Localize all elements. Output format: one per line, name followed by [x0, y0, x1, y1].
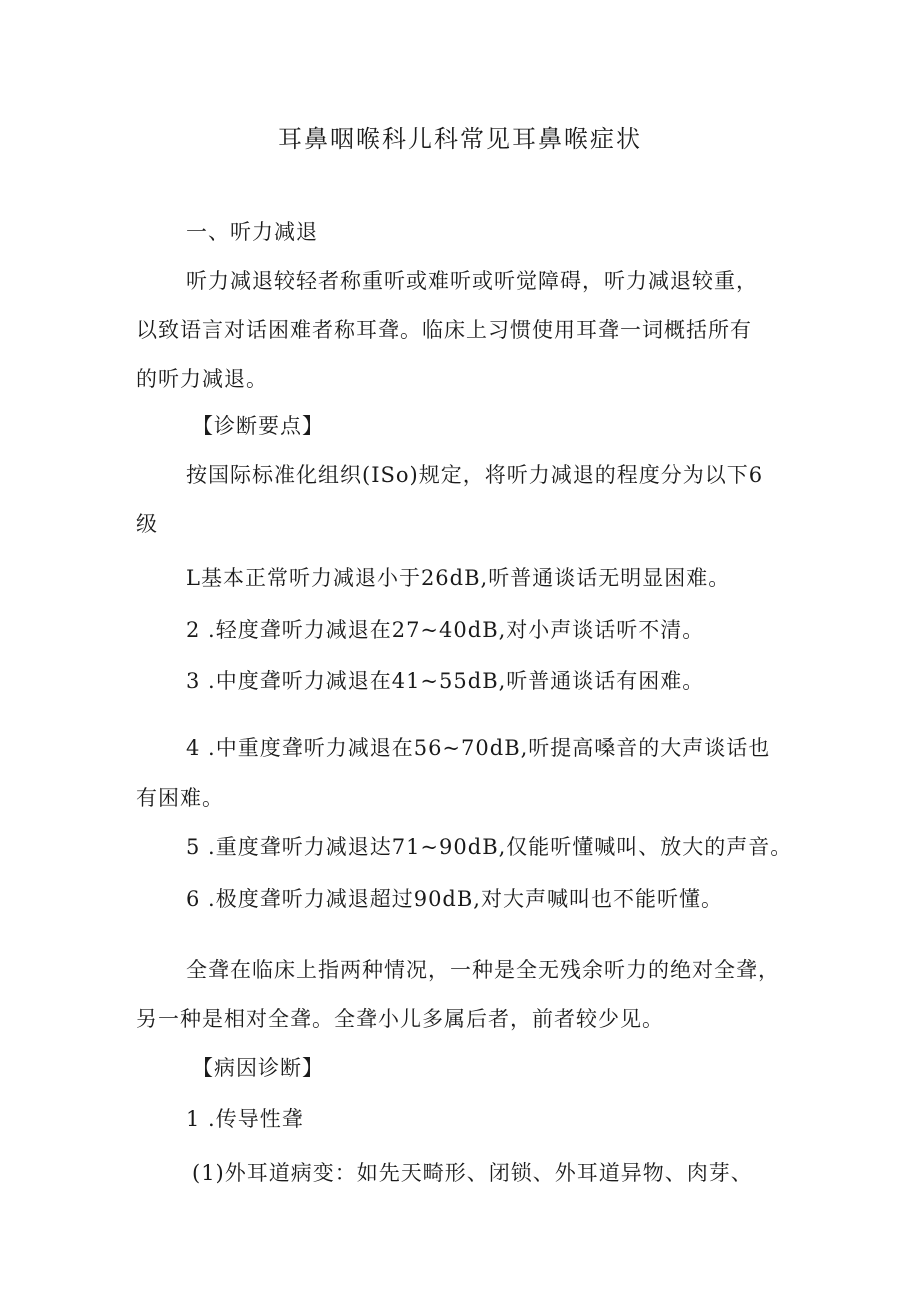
section-heading-hearing-loss: 一、听力减退 [186, 220, 318, 244]
paragraph-line: 按国际标准化组织(ISo)规定，将听力减退的程度分为以下6 [186, 463, 764, 487]
paragraph-line: 全聋在临床上指两种情况，一种是全无残余听力的绝对全聋， [186, 958, 780, 982]
grade-item: 6 .极度聋听力减退超过90dB,对大声喊叫也不能听懂。 [186, 887, 723, 911]
paragraph-line: 另一种是相对全聋。全聋小儿多属后者，前者较少见。 [136, 1007, 664, 1031]
grade-item: 5 .重度聋听力减退达71~90dB,仅能听懂喊叫、放大的声音。 [186, 835, 793, 859]
cause-heading: 【病因诊断】 [192, 1056, 324, 1080]
grade-item: 4 .中重度聋听力减退在56~70dB,听提高嗓音的大声谈话也 [186, 736, 771, 760]
grade-item-continued: 有困难。 [136, 786, 224, 810]
grade-item: 2 .轻度聋听力减退在27~40dB,对小声谈话听不清。 [186, 618, 705, 642]
paragraph-line: 以致语言对话困难者称耳聋。临床上习惯使用耳聋一词概括所有 [136, 318, 752, 342]
cause-item: 1 .传导性聋 [186, 1107, 304, 1131]
paragraph-line: 的听力减退。 [136, 367, 268, 391]
grade-item: L基本正常听力减退小于26dB,听普通谈话无明显困难。 [186, 566, 731, 590]
paragraph-line: 听力减退较轻者称重听或难听或听觉障碍，听力减退较重， [186, 269, 758, 293]
page-title: 耳鼻咽喉科儿科常见耳鼻喉症状 [278, 125, 642, 153]
cause-sub-item: (1)外耳道病变：如先天畸形、闭锁、外耳道异物、肉芽、 [192, 1161, 753, 1185]
grade-item: 3 .中度聋听力减退在41~55dB,听普通谈话有困难。 [186, 669, 705, 693]
paragraph-line: 级 [136, 512, 158, 536]
diagnosis-heading: 【诊断要点】 [192, 414, 324, 438]
